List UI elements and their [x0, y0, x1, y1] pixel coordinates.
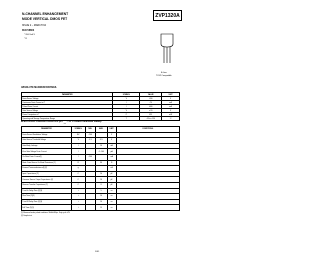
feature-voltage: * 200 Volt V — [24, 34, 35, 36]
table-cell: μA — [107, 149, 116, 155]
col-parameter: PARAMETER — [22, 127, 72, 133]
table-cell: V — [162, 97, 180, 101]
electrical-table — [21, 126, 180, 211]
table-cell: ns — [107, 194, 116, 200]
table-cell: Gate-Body Leakage — [22, 143, 72, 149]
table-cell: Gate-Source Threshold Voltage — [22, 138, 72, 144]
issue-date: ISSUE 2 – MARCH 94 — [22, 24, 46, 27]
page-number: 3-349 — [95, 252, 100, 253]
table-cell: Static Drain-Source On-State Resistance (1) — [22, 160, 72, 166]
table-cell: Pulsed Drain Current — [22, 105, 113, 109]
col-max: MAX. — [95, 127, 107, 133]
table-cell: -200 — [85, 154, 95, 160]
table-cell: V — [113, 97, 140, 101]
table-cell: -70 — [140, 101, 162, 105]
table-cell: Continuous Drain Current at T — [22, 101, 113, 105]
table-cell: Ω — [107, 160, 116, 166]
table-cell: 20 — [95, 143, 107, 149]
table-cell: V — [71, 138, 85, 144]
table-cell: -200 — [85, 132, 95, 138]
table-cell: On-State Drain Current(1) — [22, 154, 72, 160]
table-cell: °C — [162, 117, 180, 121]
abs-max-table — [21, 92, 180, 121]
table-cell: I — [71, 149, 85, 155]
table-cell: -55 to +150 — [140, 117, 162, 121]
table-cell: Gate Source Voltage — [22, 109, 113, 113]
col-value: VALUE — [140, 93, 162, 97]
table-cell: nA — [107, 143, 116, 149]
table-cell: I — [71, 143, 85, 149]
table-cell: R — [71, 160, 85, 166]
table-cell: C — [71, 171, 85, 177]
table-cell: Power Dissipation at T — [22, 113, 113, 117]
table-cell: t — [71, 205, 85, 211]
table-cell: 80 — [95, 160, 107, 166]
table-cell: P — [113, 113, 140, 117]
table-cell: pF — [107, 171, 116, 177]
table-cell — [85, 205, 95, 211]
title-line-2: MODE VERTICAL DMOS FET — [22, 16, 68, 21]
table-cell: 20 — [95, 177, 107, 183]
title-line-1: N-CHANNEL ENHANCEMENT — [22, 12, 69, 16]
table-cell: Input Capacitance (2) — [22, 171, 72, 177]
col-parameter: PARAMETER — [22, 93, 113, 97]
table-cell: mW — [162, 113, 180, 117]
table-cell: Drain-Source Voltage — [22, 97, 113, 101]
table-cell: Rise Time (2)(3) — [22, 194, 72, 200]
table-cell: C — [71, 177, 85, 183]
electrical-heading-suffix: = 25°C unless otherwise stated). — [66, 121, 102, 123]
table-cell: 8 — [95, 182, 107, 188]
table-cell: mS — [107, 166, 116, 172]
feature-rds: * R — [24, 37, 27, 40]
table-cell: mA — [107, 154, 116, 160]
table-cell: pF — [107, 182, 116, 188]
table-cell: 50 — [95, 171, 107, 177]
table-cell: V — [107, 132, 116, 138]
table-cell: 15 — [95, 205, 107, 211]
table-row — [22, 205, 180, 211]
table-cell: Zero Gate Voltage Drain Current — [22, 149, 72, 155]
electrical-heading-text: ELECTRICAL CHARACTERISTICS (at T — [21, 121, 64, 123]
table-cell: Reverse Transfer Capacitance (2) — [22, 182, 72, 188]
table-cell: Forward Transconductance(1)(2) — [22, 166, 72, 172]
table-cell: 5 — [95, 188, 107, 194]
col-unit: UNIT — [162, 93, 180, 97]
table-cell: BV — [71, 132, 85, 138]
table-cell: I — [113, 105, 140, 109]
package-compat: TO92 Compatible — [156, 75, 172, 77]
col-symbol: SYMBOL — [113, 93, 140, 97]
table-cell: Fall Time (2)(3) — [22, 205, 72, 211]
footnote-2: (2) Sample test. — [21, 216, 33, 217]
table-cell: t — [71, 199, 85, 205]
col-min: MIN. — [85, 127, 95, 133]
table-row — [22, 117, 180, 121]
features-heading: FEATURES — [22, 30, 35, 32]
table-cell: pF — [107, 177, 116, 183]
table-cell: t — [71, 194, 85, 200]
table-cell: Turn-Off Delay Time (2)(3) — [22, 199, 72, 205]
table-cell: I — [71, 154, 85, 160]
table-cell: 10 — [95, 194, 107, 200]
abs-max-heading: ABSOLUTE MAXIMUM RATINGS. — [21, 87, 57, 89]
table-cell: g — [71, 166, 85, 172]
col-unit: UNIT — [107, 127, 116, 133]
table-cell: -1.5 — [85, 138, 95, 144]
col-conditions: CONDITIONS. — [116, 127, 179, 133]
table-cell: T — [113, 117, 140, 121]
table-cell — [116, 205, 179, 211]
table-cell: -3.5 — [95, 138, 107, 144]
table-cell: Turn-On Delay Time (2)(3) — [22, 188, 72, 194]
table-cell: ns — [107, 199, 116, 205]
table-cell: V — [107, 138, 116, 144]
package-name: E-Line — [161, 72, 167, 74]
table-cell: mA — [162, 105, 180, 109]
table-cell: ± 20 — [140, 109, 162, 113]
table-cell: V — [162, 109, 180, 113]
table-cell: -200 — [140, 97, 162, 101]
table-cell: V — [113, 109, 140, 113]
table-cell: C — [71, 182, 85, 188]
to92-package-icon — [152, 30, 182, 70]
table-cell: mA — [162, 101, 180, 105]
part-number: ZVP1320A — [155, 12, 180, 19]
table-cell: Common Source Output Capacitance (2) — [22, 177, 72, 183]
table-cell: ns — [107, 188, 116, 194]
table-cell: Drain-Source Breakdown Voltage — [22, 132, 72, 138]
footnote-1: (1) Measured under pulsed conditions. Width=300μs. Duty cycle ≤2% — [21, 213, 70, 214]
table-cell: ns — [107, 205, 116, 211]
table-cell: t — [71, 188, 85, 194]
table-cell: 10 — [95, 199, 107, 205]
table-cell: Operating and Storage Temperature Range — [22, 117, 113, 121]
table-cell: -1 -100 — [95, 149, 107, 155]
col-symbol: SYMBOL — [71, 127, 85, 133]
electrical-heading: ELECTRICAL CHARACTERISTICS (at $T_{amb} = 25^\circ C$ unless otherwise stated). — [21, 121, 102, 125]
table-cell: 625 — [140, 113, 162, 117]
table-cell: -600 — [140, 105, 162, 109]
part-number-box — [153, 10, 182, 21]
table-cell: I — [113, 101, 140, 105]
